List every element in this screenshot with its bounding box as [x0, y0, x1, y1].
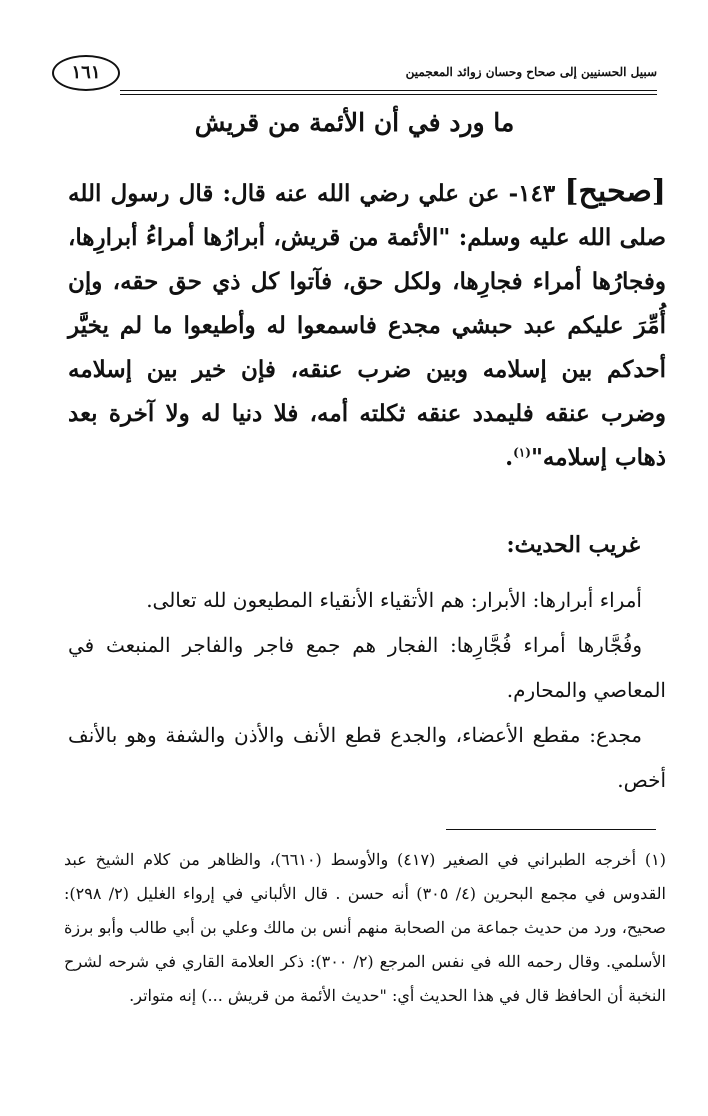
gloss-item: وفُجَّارها أمراء فُجَّارِها: الفجار هم جمع فاجر والفاجر المنبعث في المعاصي والمحارم. [68, 633, 666, 702]
hadith-end: . [505, 444, 514, 471]
gloss-item: مجدع: مقطع الأعضاء، والجدع قطع الأنف والأذن والشفة وهو بالأنف أخص. [68, 723, 666, 792]
header-rule-thin [120, 94, 657, 95]
footnotes [64, 843, 666, 1013]
hadith-text [68, 170, 666, 480]
footnote-reference: (١) [513, 445, 531, 460]
gloss-title: غريب الحديث: [506, 532, 640, 558]
running-head: سبيل الحسنيين إلى صحاح وحسان زوائد المعجمين [405, 65, 657, 79]
chapter-title: ما ورد في أن الأئمة من قريش [194, 108, 515, 137]
header-rule [120, 90, 657, 91]
gloss-section [68, 578, 666, 803]
footnote: (١) أخرجه الطبراني في الصغير (٤١٧) والأوسط (٦٦١٠)، والظاهر من كلام الشيخ عبد القدوس في مجمع البحرين (٤/ ٣٠٥) أنه حسن . قال الألباني في إرواء الغليل (٢/ ٢٩٨): صحيح، ورد من حديث جماعة من الصحابة منهم أنس بن مالك وعلي بن أبي طالب وأبو برزة الأسلمي. وقال رحمه الله في نفس المرجع (٢/ ٣٠٠): ذكر العلامة القاري في شرحه لشرح النخبة أن الحافظ قال في هذا الحديث أي: "حديث الأئمة من قريش ...) إنه متواتر. [64, 850, 667, 1005]
hadith-grade: [صحيح] [564, 174, 666, 209]
hadith-number: ١٤٣- [508, 180, 556, 207]
page-number: ١٦١ [52, 55, 120, 91]
hadith-body: عن علي رضي الله عنه قال: قال رسول الله صلى الله عليه وسلم: "الأئمة من قريش، أبرارُها أمراءُ أبرارِها، وفجارُها أمراء فجارِها، ولكل حق، فآتوا كل ذي حق حقه، وإن أُمِّرَ عليكم عبد حبشي مجدع فاسمعوا له وأطيعوا ما لم يخيَّر أحدكم بين إسلامه وبين ضرب عنقه، فإن خير بين إسلامه وضرب عنقه فليمدد عنقه ثكلته أمه، فلا دنيا له ولا آخرة بعد ذهاب إسلامه" [68, 180, 666, 471]
gloss-item: أمراء أبرارها: الأبرار: هم الأتقياء الأنقياء المطيعون لله تعالى. [146, 588, 642, 612]
footnote-separator [446, 829, 656, 830]
page-header [52, 55, 657, 95]
